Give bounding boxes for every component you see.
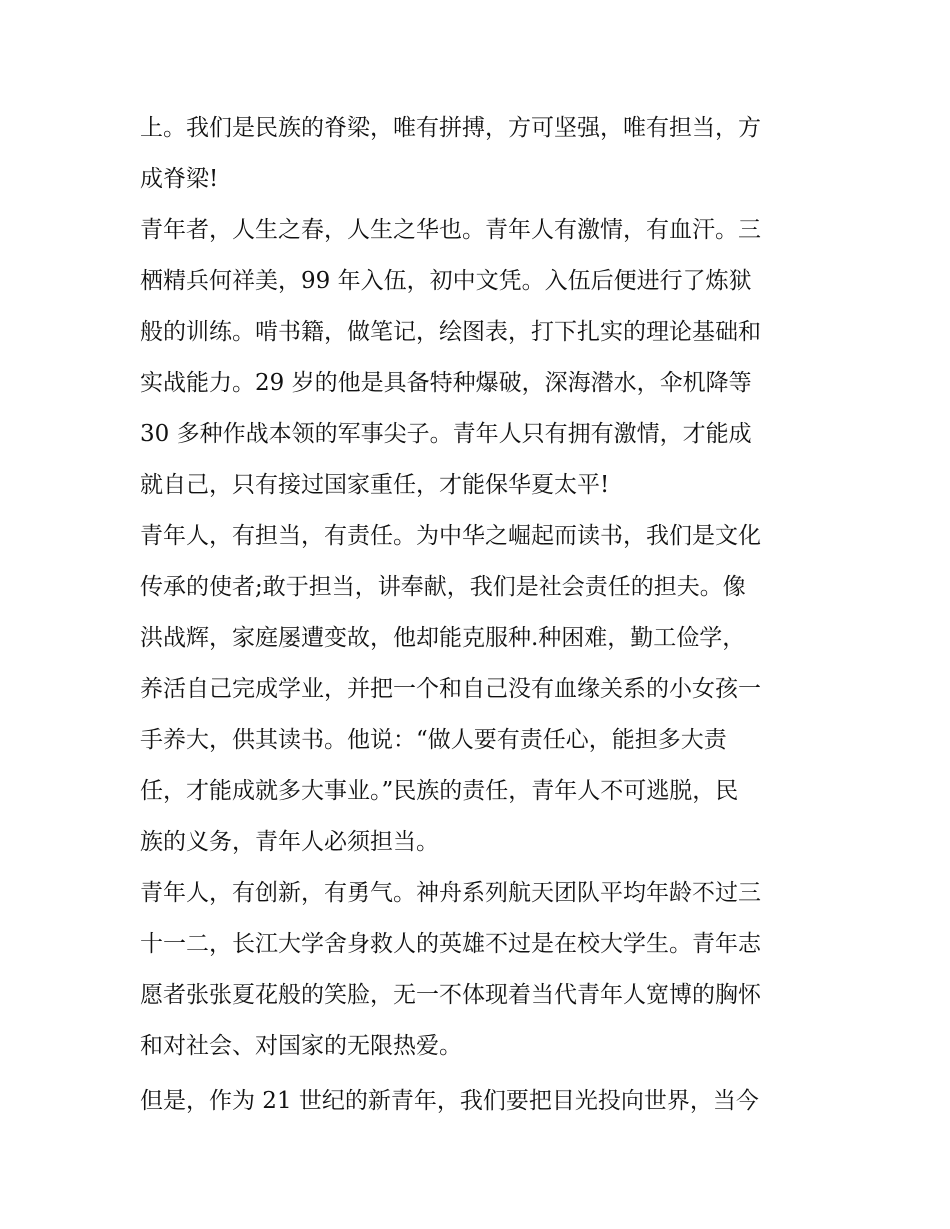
- text-line: 但是，作为 21 世纪的新青年，我们要把目光投向世界，当今: [140, 1088, 759, 1114]
- text-line: 栖精兵何祥美，99 年入伍，初中文凭。入伍后便进行了炼狱: [140, 268, 752, 294]
- text-line: 洪战辉，家庭屡遭变故，他却能克服种.种困难，勤工俭学，: [140, 625, 746, 651]
- text-line: 就自己，只有接过国家重任，才能保华夏太平!: [140, 472, 610, 498]
- text-line: 青年人，有创新，有勇气。神舟系列航天团队平均年龄不过三: [140, 880, 761, 906]
- text-line: 族的义务，青年人必须担当。: [140, 829, 439, 855]
- text-line: 青年者，人生之春，人生之华也。青年人有激情，有血汗。三: [140, 217, 761, 243]
- text-line: 手养大，供其读书。他说：“做人要有责任心，能担多大责: [140, 727, 727, 753]
- text-line: 上。我们是民族的脊梁，唯有拼搏，方可坚强，唯有担当，方: [140, 115, 761, 141]
- text-line: 成脊梁!: [140, 166, 219, 192]
- text-line: 和对社会、对国家的无限热爱。: [140, 1033, 462, 1059]
- text-line: 愿者张张夏花般的笑脸，无一不体现着当代青年人宽博的胸怀: [140, 982, 761, 1008]
- text-line: 般的训练。啃书籍，做笔记，绘图表，打下扎实的理论基础和: [140, 319, 761, 345]
- text-line: 青年人，有担当，有责任。为中华之崛起而读书，我们是文化: [140, 523, 761, 549]
- body-text: [140, 106, 820, 1130]
- text-line: 养活自己完成学业，并把一个和自己没有血缘关系的小女孩一: [140, 676, 761, 702]
- text-line: 任，才能成就多大事业。”民族的责任，青年人不可逃脱，民: [140, 778, 739, 804]
- text-line: 实战能力。29 岁的他是具备特种爆破，深海潜水，伞机降等: [140, 370, 752, 396]
- text-line: 30 多种作战本领的军事尖子。青年人只有拥有激情，才能成: [140, 421, 752, 447]
- text-line: 十一二，长江大学舍身救人的英雄不过是在校大学生。青年志: [140, 931, 761, 957]
- text-line: 传承的使者;敢于担当，讲奉献，我们是社会责任的担夫。像: [140, 574, 746, 600]
